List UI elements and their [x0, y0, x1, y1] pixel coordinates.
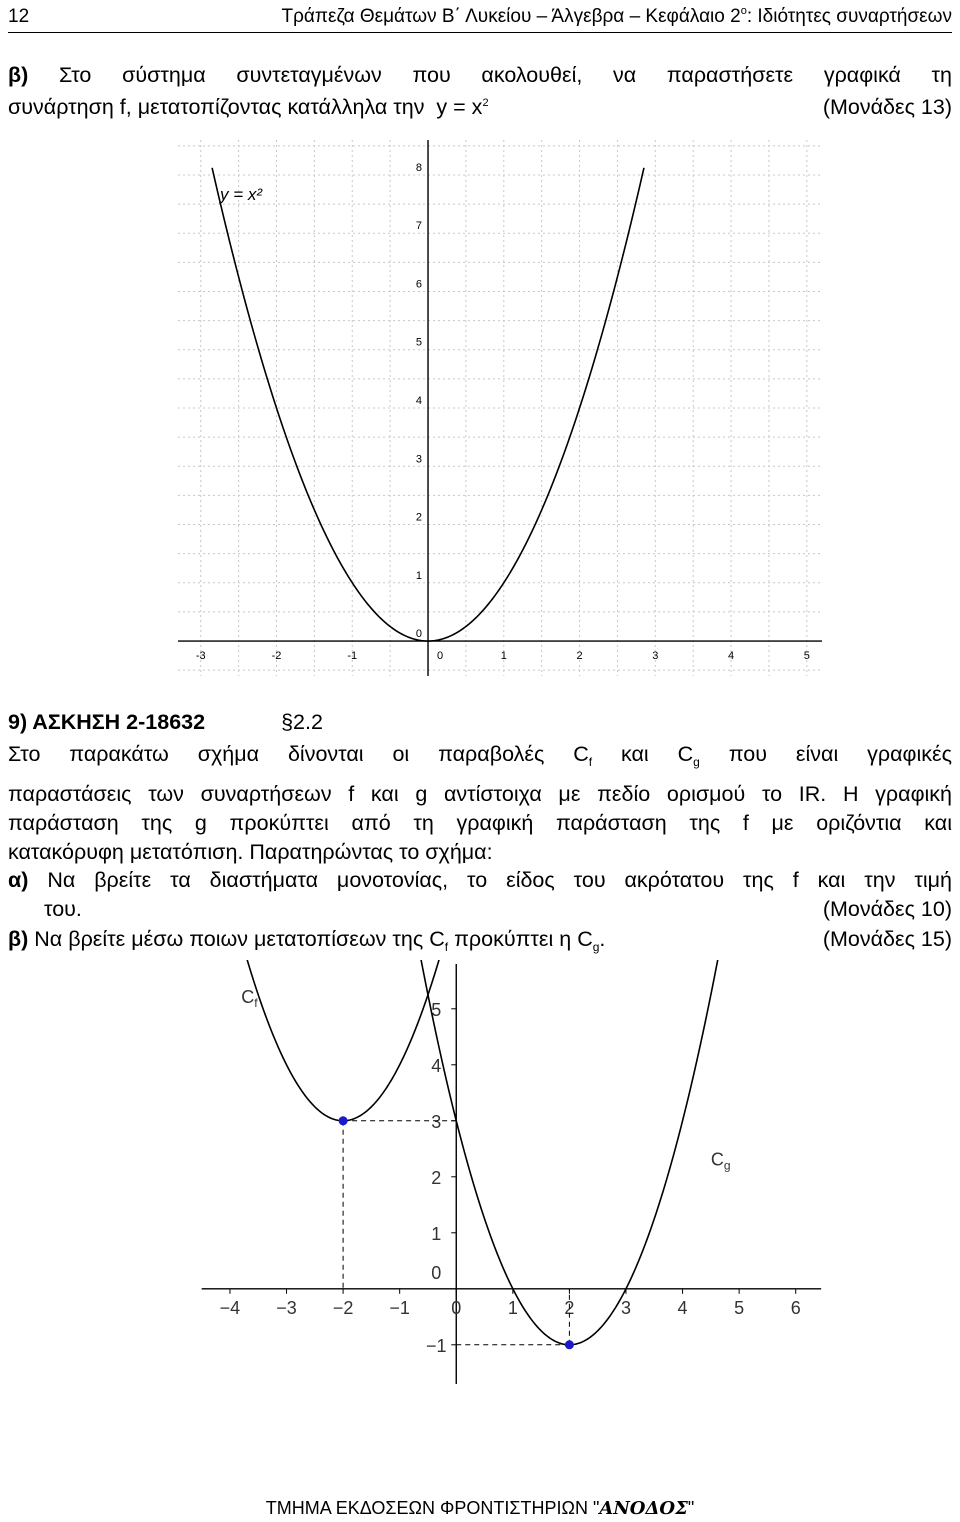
question-a: α) Να βρείτε τα διαστήματα μονοτονίας, το είδος του ακρότατου της f και την τιμή	[8, 868, 952, 892]
y-tick-label: 1	[415, 569, 423, 582]
x-tick-label: −3	[276, 1297, 297, 1318]
x-tick-label: −2	[332, 1297, 354, 1318]
parabolas-graph-2	[190, 960, 830, 1390]
tick-labels	[196, 162, 810, 662]
page-number: 12	[8, 6, 30, 27]
page-footer: ΤΜΗΜΑ ΕΚΔΟΣΕΩΝ ΦΡΟΝΤΙΣΤΗΡΙΩΝ "ΑΝΟΔΟΣ"	[265, 1498, 695, 1519]
x-tick-label: 4	[728, 650, 735, 663]
cf-symbol: $C_f$	[573, 742, 593, 769]
y-tick-label: −1	[425, 1335, 447, 1356]
x-tick-label: −4	[219, 1297, 241, 1318]
publisher-logo-text: ΑΝΟΔΟΣ	[599, 1498, 688, 1519]
part-b-line-1: β) Στο σύστημα συντεταγμένων που ακολουθεί, να παραστήσετε γραφικά τη	[8, 63, 952, 87]
grid	[178, 140, 822, 676]
curve-label-cg: $C_g$	[710, 1149, 731, 1173]
y-tick-label: 3	[415, 453, 423, 466]
curve-label: y = x²	[220, 185, 263, 204]
x-tick-label: 3	[652, 650, 659, 663]
tick-labels	[220, 1000, 801, 1356]
vertex-point-cf	[339, 1116, 348, 1125]
x-tick-label: 3	[620, 1297, 631, 1318]
x-tick-label: 1	[500, 650, 507, 663]
x-tick-label: -1	[347, 650, 358, 663]
y-tick-label: 0	[415, 628, 423, 641]
x-tick-label: 5	[803, 650, 810, 663]
question-b: β) Να βρείτε μέσω ποιων μετατοπίσεων της $C_f$ προκύπτει η $C_g$. (Μονάδες 15)	[8, 927, 952, 954]
y-tick-label: 5	[431, 999, 442, 1020]
y-tick-label: 8	[415, 161, 423, 174]
x-tick-label: 5	[734, 1297, 745, 1318]
y-tick-label: 0	[431, 1262, 442, 1283]
marks-13: (Μονάδες 13)	[822, 95, 952, 119]
x-tick-label: -3	[195, 650, 206, 663]
axes	[202, 964, 822, 1384]
exercise-line-1: Στο παρακάτω σχήμα δίνονται οι παραβολές $C_f$ και $C_g$ που είναι γραφικές	[8, 742, 952, 769]
page-header	[8, 6, 952, 33]
exercise-line-4: κατακόρυφη μετατόπιση. Παρατηρώντας το σχήμα:	[8, 840, 493, 864]
vertex-point-cg	[565, 1340, 574, 1349]
y-tick-label: 4	[431, 1055, 442, 1076]
formula: $y = x^2$	[436, 95, 489, 119]
x-tick-label: 0	[451, 1297, 462, 1318]
x-tick-label: 4	[677, 1297, 688, 1318]
x-tick-label: 2	[564, 1297, 575, 1318]
exercise-line-2: παραστάσεις των συναρτήσεων f και g αντίστοιχα με πεδίο ορισμού το IR. Η γραφική	[8, 782, 952, 806]
y-tick-label: 2	[431, 1167, 442, 1188]
x-tick-label: 1	[507, 1297, 518, 1318]
marks-10: (Μονάδες 10)	[822, 897, 952, 921]
part-b-line-2: συνάρτηση f, μετατοπίζοντας κατάλληλα την $y = x^2$ (Μονάδες 13)	[8, 95, 952, 119]
y-tick-label: 6	[415, 278, 423, 291]
parabola-graph-1	[170, 134, 830, 682]
x-tick-label: 0	[436, 650, 444, 663]
y-tick-label: 2	[415, 511, 423, 524]
x-tick-label: 2	[576, 650, 583, 663]
y-tick-label: 1	[431, 1223, 442, 1244]
cg-symbol: $C_g$	[677, 742, 700, 769]
exercise-heading: 9) ΑΣΚΗΣΗ 2-18632 §2.2	[8, 710, 323, 734]
curve-cf	[246, 960, 441, 1121]
question-a-cont: του. (Μονάδες 10)	[44, 897, 952, 921]
y-tick-label: 4	[415, 395, 423, 407]
x-tick-label: 6	[790, 1297, 801, 1318]
curve-cg	[421, 960, 719, 1345]
marks-15: (Μονάδες 15)	[822, 927, 952, 951]
running-title: Τράπεζα Θεμάτων Β΄ Λυκείου – Άλγεβρα – Κεφάλαιο $2^o$: Ιδιότητες συναρτήσεων	[281, 5, 952, 27]
curve-labels	[241, 987, 730, 1172]
y-tick-label: 3	[431, 1111, 442, 1132]
x-tick-label: -2	[271, 650, 282, 663]
exercise-line-3: παράσταση της g προκύπτει από τη γραφική παράσταση της f με οριζόντια και	[8, 811, 952, 835]
curve-label-cf: $C_f$	[241, 987, 258, 1011]
x-tick-label: −1	[389, 1297, 410, 1318]
y-tick-label: 7	[415, 220, 423, 233]
y-tick-label: 5	[415, 336, 423, 349]
